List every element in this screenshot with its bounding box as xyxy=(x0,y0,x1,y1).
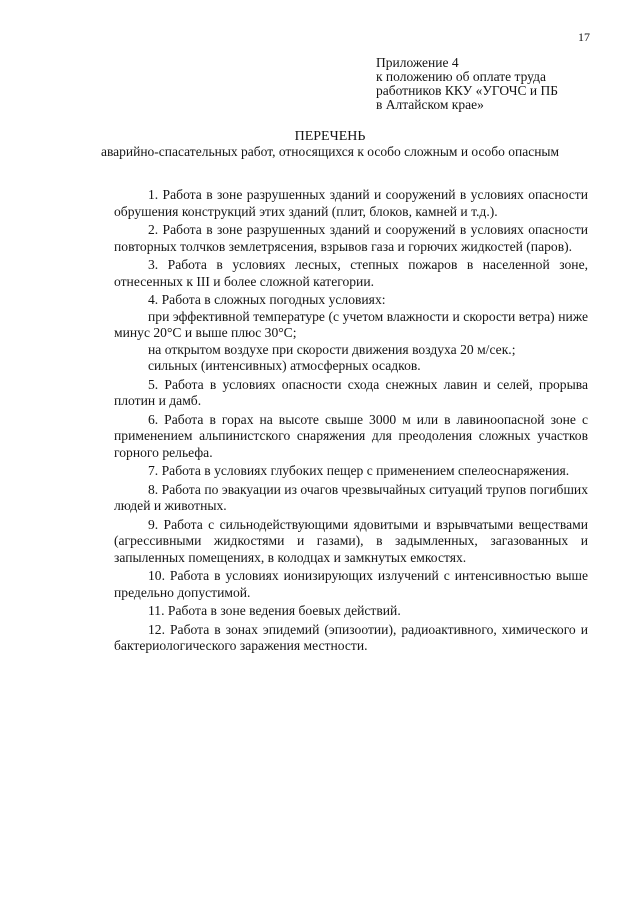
list-item: 9. Работа с сильнодействующими ядовитыми и взрывчатыми веществами (агрессивными жидкостями и газами), в задымленных, загазованных и запыленных помещениях, в колодцах и замкнутых емкостях. xyxy=(114,516,588,565)
list-item: 11. Работа в зоне ведения боевых действий. xyxy=(148,603,401,618)
appendix-line: в Алтайском крае» xyxy=(376,97,484,112)
document-heading xyxy=(80,130,580,159)
list-subitem: сильных (интенсивных) атмосферных осадков. xyxy=(148,358,421,373)
list-item: 4. Работа в сложных погодных условиях: xyxy=(148,292,386,307)
list-item: 7. Работа в условиях глубоких пещер с применением спелеоснаряжения. xyxy=(148,463,570,478)
list-subitem: при эффективной температуре (с учетом влажности и скорости ветра) ниже минус 20°С и выше плюс 30°С; xyxy=(114,308,588,340)
appendix-line: к положению об оплате труда xyxy=(376,69,546,84)
appendix-line: работников ККУ «УГОЧС и ПБ xyxy=(376,83,559,98)
work-list xyxy=(114,187,588,657)
page-number: 17 xyxy=(578,30,590,44)
list-item: 2. Работа в зоне разрушенных зданий и сооружений в условиях опасности повторных толчков землетрясения, взрывов газа и горючих жидкостей (паров). xyxy=(114,222,588,254)
list-item: 12. Работа в зонах эпидемий (эпизоотии), радиоактивного, химического и бактериологического заражения местности. xyxy=(114,621,588,653)
list-item: 5. Работа в условиях опасности схода снежных лавин и селей, прорыва плотин и дамб. xyxy=(114,376,588,408)
document-subtitle: аварийно-спасательных работ, относящихся к особо сложным и особо опасным xyxy=(100,144,560,159)
list-item: 6. Работа в горах на высоте свыше 3000 м или в лавиноопасной зоне с применением альпинистского снаряжения для преодоления сложных участков горного рельефа. xyxy=(114,411,588,460)
appendix-line: Приложение 4 xyxy=(376,55,459,70)
list-item: 8. Работа по эвакуации из очагов чрезвычайных ситуаций трупов погибших людей и животных. xyxy=(114,481,588,513)
list-subitem: на открытом воздухе при скорости движения воздуха 20 м/сек.; xyxy=(148,341,516,357)
document-title: ПЕРЕЧЕНЬ xyxy=(294,129,366,144)
list-item: 1. Работа в зоне разрушенных зданий и сооружений в условиях опасности обрушения конструкций этих зданий (плит, блоков, камней и т.д.). xyxy=(114,187,588,219)
list-item: 10. Работа в условиях ионизирующих излучений с интенсивностью выше предельно допустимой. xyxy=(114,568,588,600)
list-item: 3. Работа в условиях лесных, степных пожаров в населенной зоне, отнесенных к III и более сложной категории. xyxy=(114,257,588,289)
appendix-reference xyxy=(376,56,606,112)
